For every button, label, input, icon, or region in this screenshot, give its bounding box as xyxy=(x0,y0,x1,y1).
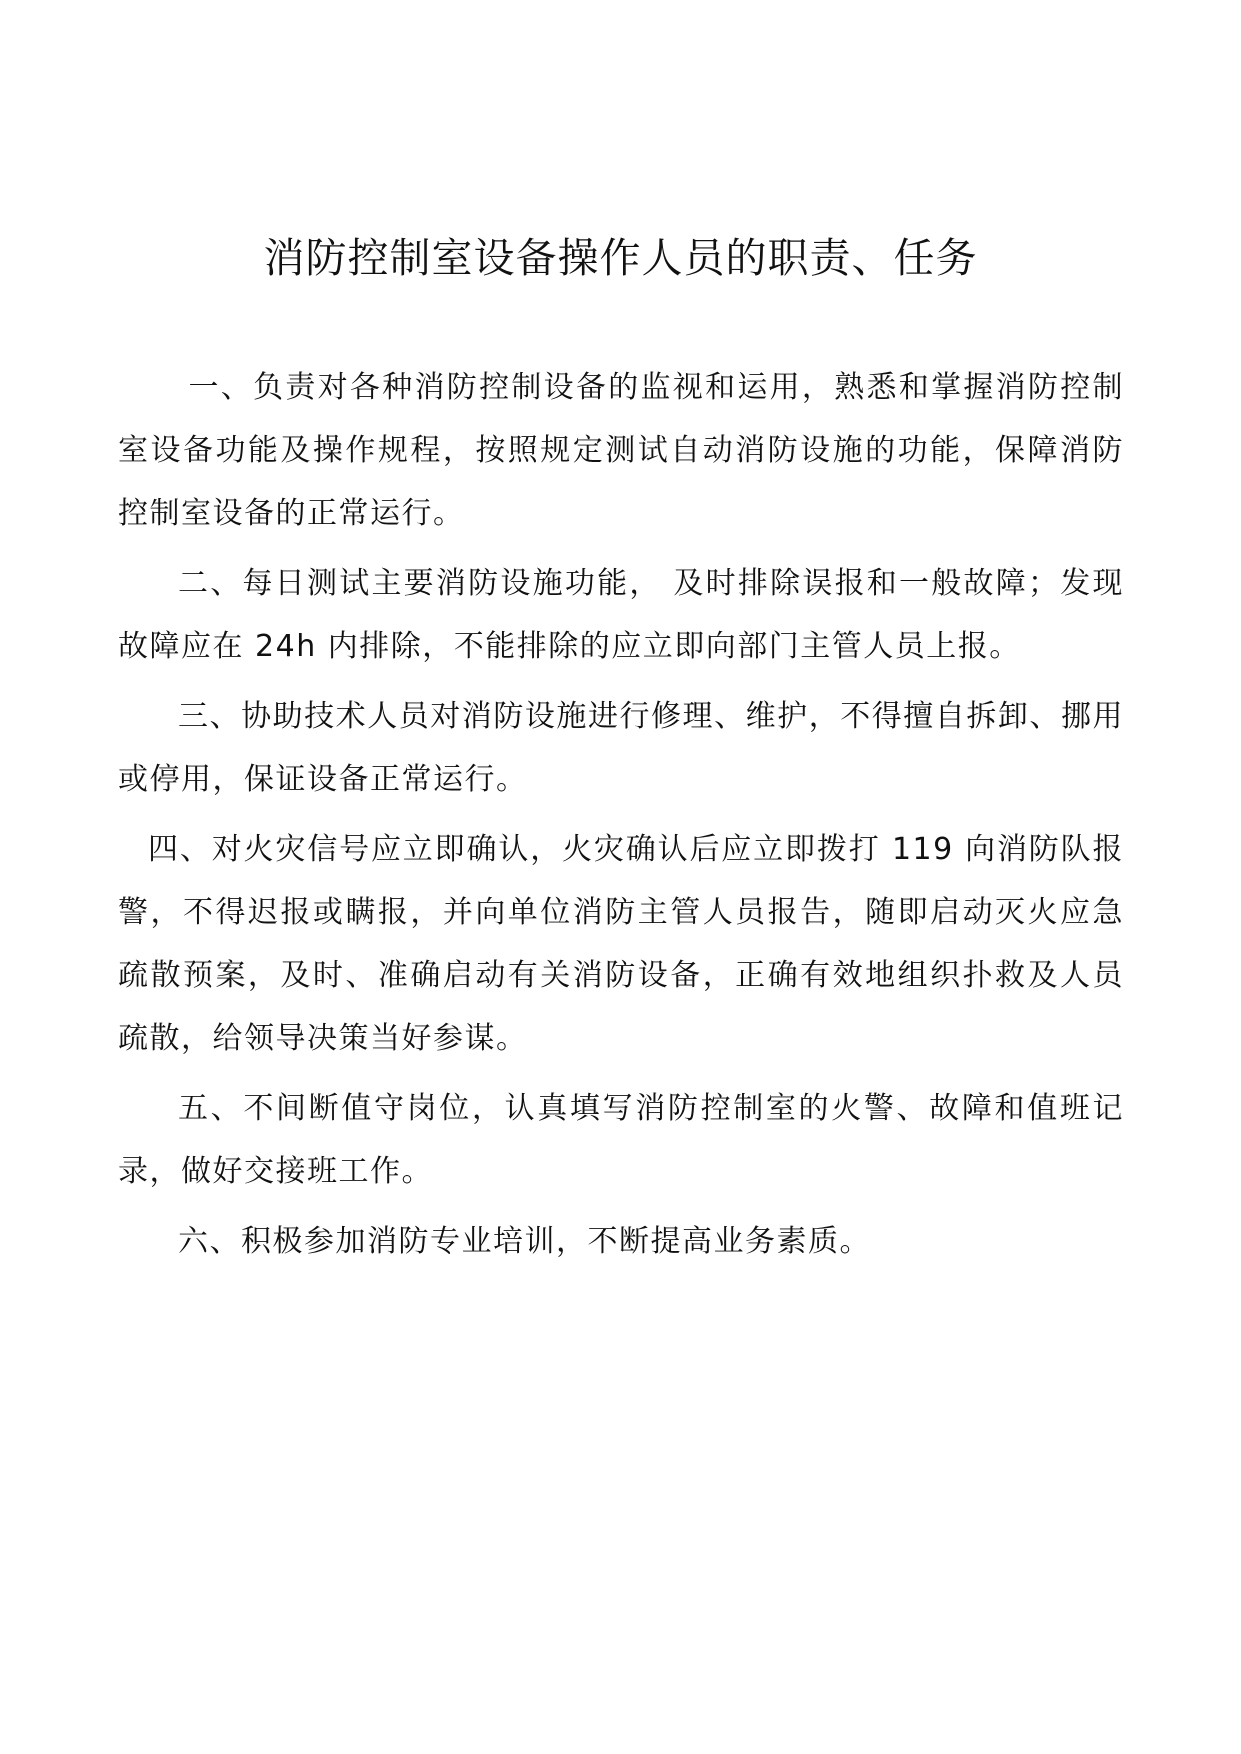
paragraph-4: 四、对火灾信号应立即确认，火灾确认后应立即拨打 119 向消防队报警，不得迟报或瞒报，并向单位消防主管人员报告，随即启动灭火应急疏散预案，及时、准确启动有关消防设备，正确有效地组织扑救及人员疏散，给领导决策当好参谋。 xyxy=(118,832,1124,1056)
document-title: 消防控制室设备操作人员的职责、任务 xyxy=(263,234,978,282)
paragraph-5: 五、不间断值守岗位，认真填写消防控制室的火警、故障和值班记录，做好交接班工作。 xyxy=(118,1091,1124,1189)
paragraph-3: 三、协助技术人员对消防设施进行修理、维护，不得擅自拆卸、挪用或停用，保证设备正常运行。 xyxy=(118,699,1124,797)
paragraph-1: 一、负责对各种消防控制设备的监视和运用，熟悉和掌握消防控制室设备功能及操作规程，按照规定测试自动消防设施的功能，保障消防控制室设备的正常运行。 xyxy=(118,370,1124,531)
paragraph-6: 六、积极参加消防专业培训，不断提高业务素质。 xyxy=(178,1224,871,1259)
document-body xyxy=(118,356,1124,1280)
paragraph-2: 二、每日测试主要消防设施功能， 及时排除误报和一般故障；发现故障应在 24h 内排除，不能排除的应立即向部门主管人员上报。 xyxy=(118,566,1124,664)
